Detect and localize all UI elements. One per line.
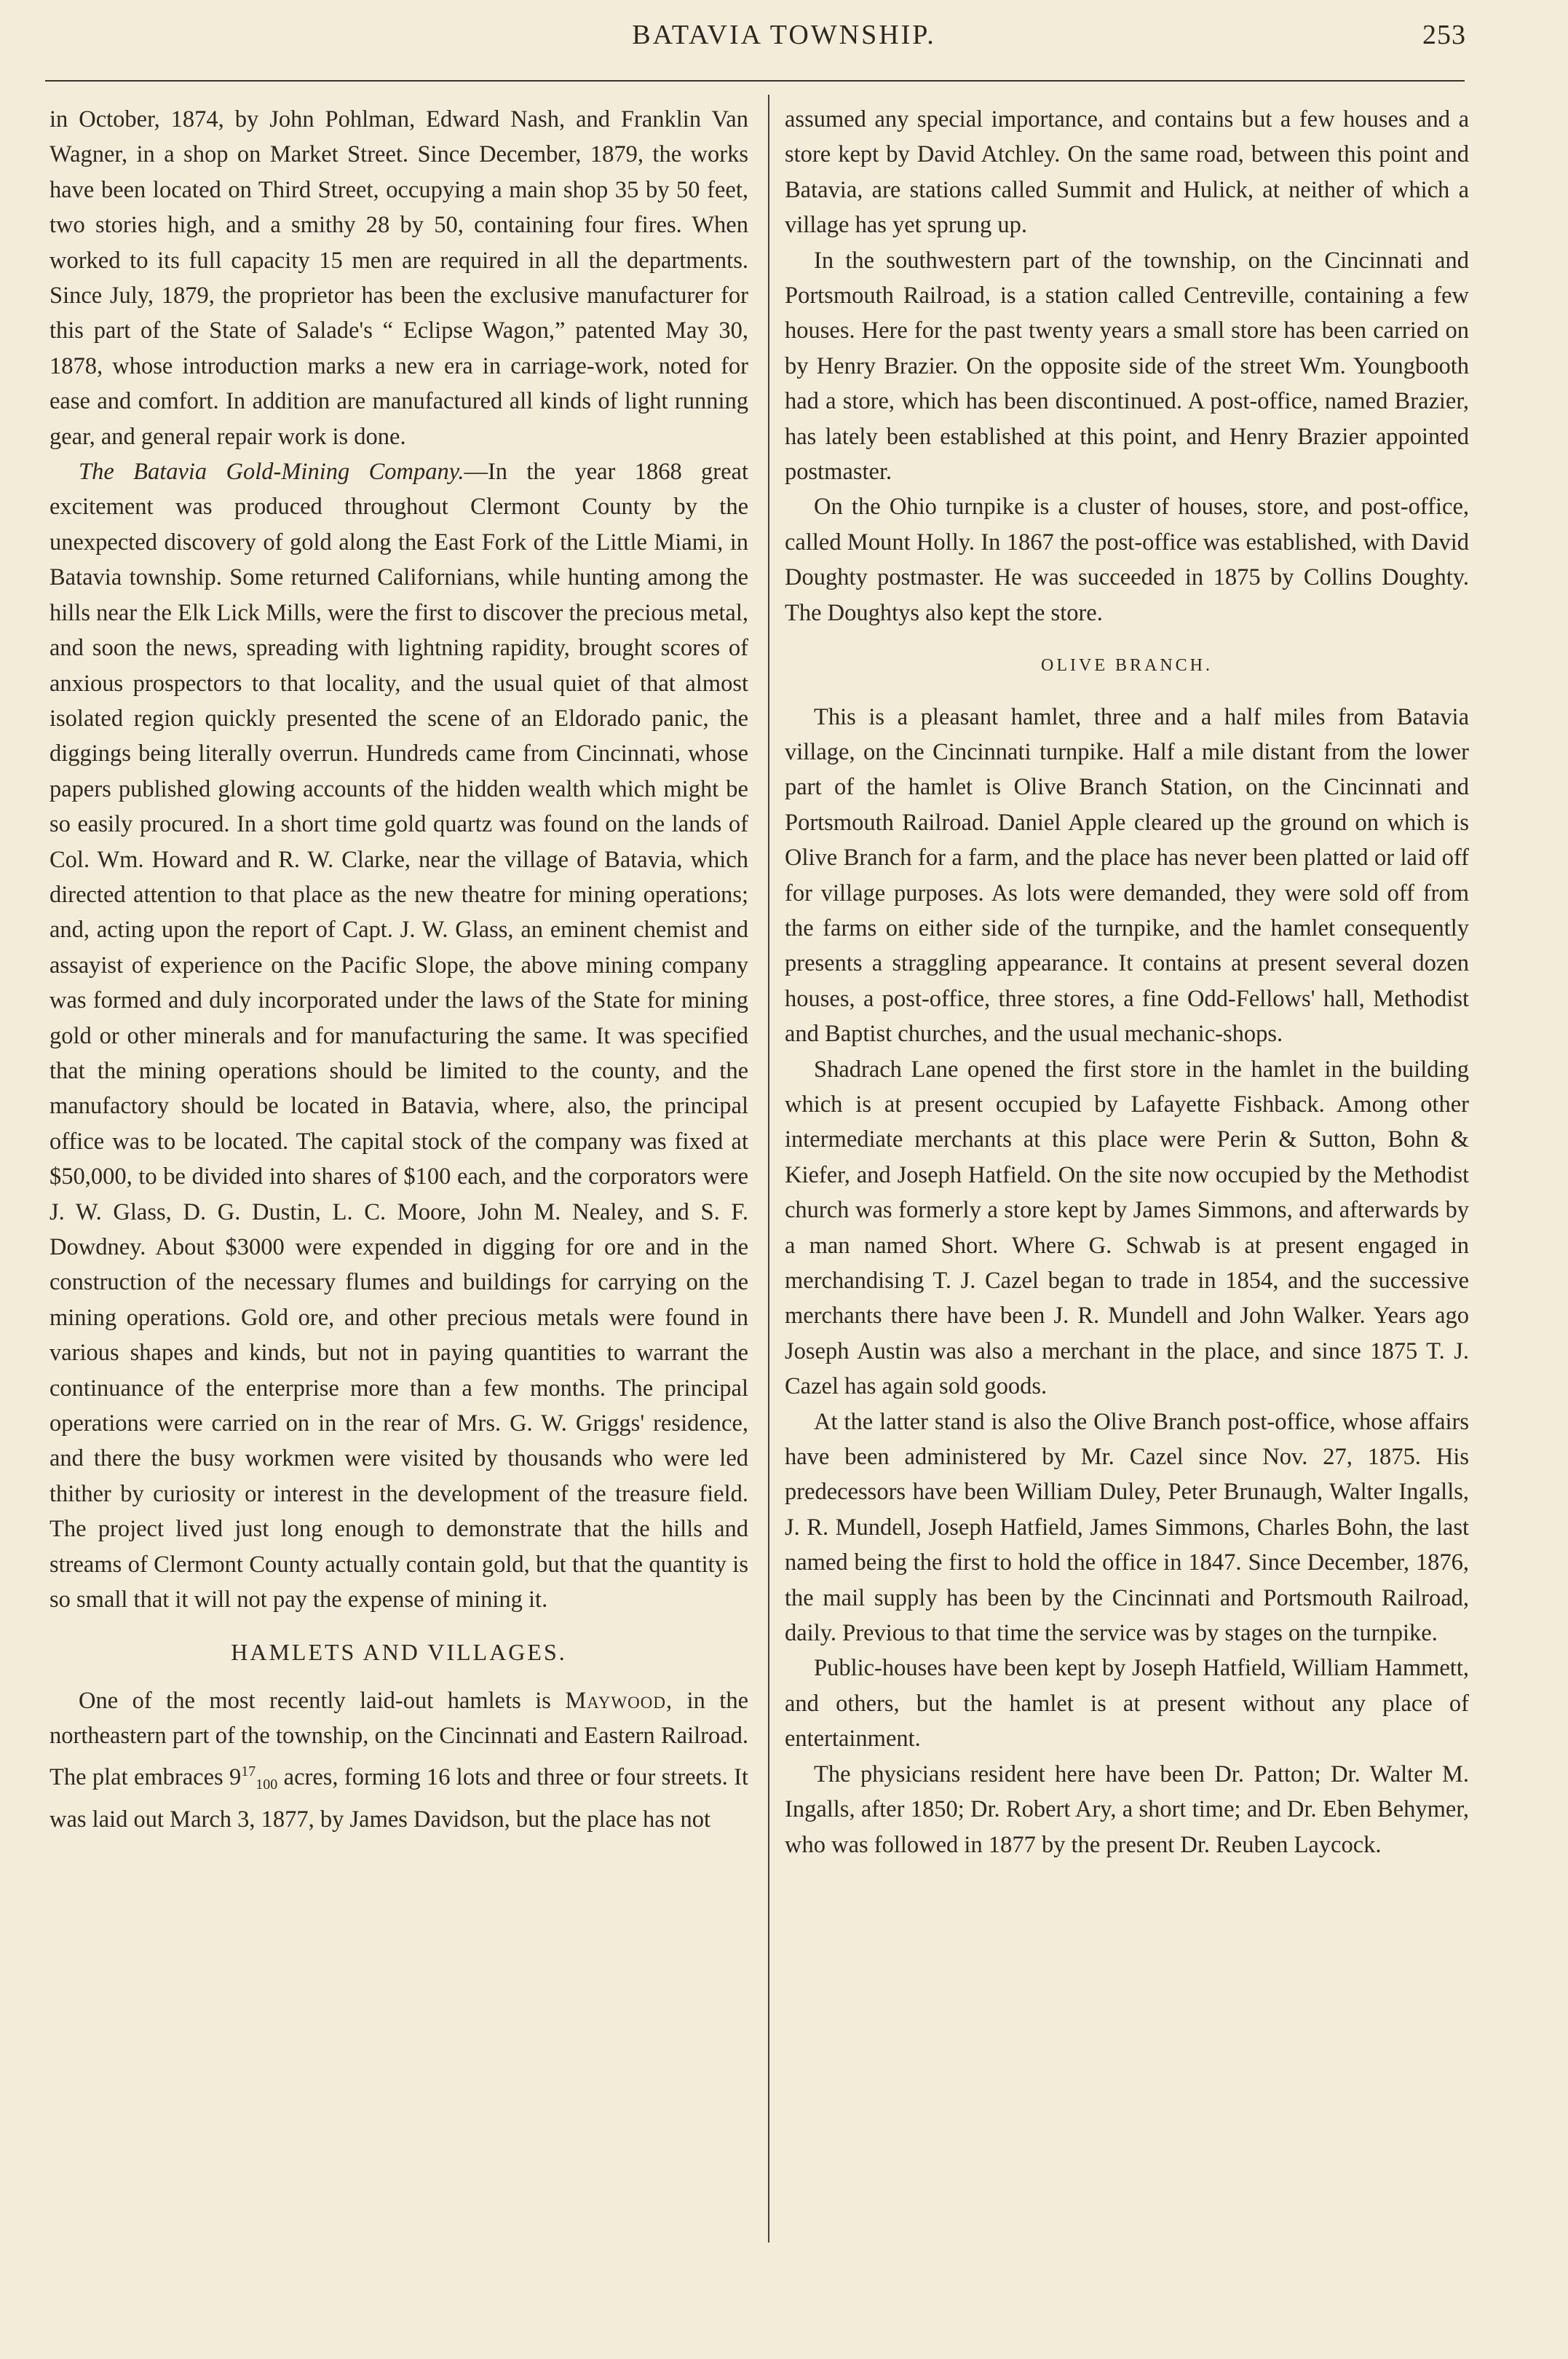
column-divider bbox=[768, 95, 769, 2243]
fraction-numerator: 17 bbox=[241, 1763, 256, 1779]
page-header bbox=[0, 0, 1568, 87]
paragraph-public-houses: Public-houses have been kept by Joseph Hatfield, William Hammett, and others, but the hamlet is at present without any place of entertainment. bbox=[785, 1655, 1469, 1753]
paragraph-gold-mining-text: —In the year 1868 great excitement was produced throughout Clermont County by the unexpected discovery of gold along the East Fork of the Little Miami, in Batavia township. Some returned Californians, while hunting among the hills near the Elk Lick Mills, were the first to discover the precious metal, and soon the news, spreading with lightning rapidity, brought scores of anxious prospectors to that locality, and the usual quiet of that almost isolated region quickly presented the scene of an Eldorado panic, the diggings being literally overrun. Hundreds came from Cincinnati, whose papers published glowing accounts of the hidden wealth which might be so easily procured. In a short time gold quartz was found on the lands of Col. Wm. Howard and R. W. Clarke, near the village of Batavia, which directed attention to that place as the new theatre for mining operations; and, acting upon the report of Capt. J. W. Glass, an eminent chemist and assayist of experience on the Pacific Slope, the above mining company was formed and duly incorporated under the laws of the State for mining gold or other minerals and for manufacturing the same. It was specified that the mining operations should be limited to the county, and the manufactory should be located in Batavia, where, also, the principal office was to be located. The capital stock of the company was fixed at $50,000, to be divided into shares of $100 each, and the corporators were J. W. Glass, D. G. Dustin, L. C. Moore, John M. Nealey, and S. F. Dowdney. About $3000 were expended in digging for ore and in the construction of the necessary flumes and buildings for carrying on the mining operations. Gold ore, and other precious metals were found in various shapes and kinds, but not in paying quantities to warrant the continuance of the enterprise more than a few months. The principal operations were carried on in the rear of Mrs. G. W. Griggs' residence, and there the busy workmen were visited by thousands who were led thither by curiosity or interest in the development of the treasure field. The project lived just long enough to demonstrate that the hills and streams of Clermont County actually contain gold, but that the quantity is so small that it will not pay the expense of mining it. bbox=[50, 459, 749, 1613]
fraction-denominator: 100 bbox=[256, 1776, 278, 1793]
paragraph-merchants: Shadrach Lane opened the first store in the hamlet in the building which is at present occupied by Lafayette Fishback. Among other intermediate merchants at this place were Perin & Sutton, Bohn & Kiefer, and Joseph Hatfield. On the site now occupied by the Methodist church was formerly a store kept by James Simmons, and afterwards by a man named Short. Where G. Schwab is at present engaged in merchandising T. J. Cazel began to trade in 1854, and the successive merchants there have been J. R. Mundell and John Walker. Years ago Joseph Austin was also a merchant in the place, and since 1875 T. J. Cazel has again sold goods. bbox=[785, 1056, 1469, 1400]
place-name-maywood: Maywood, bbox=[565, 1687, 673, 1714]
paragraph-maywood-cont: assumed any special importance, and contains but a few houses and a store kept by David Atchley. On the same road, between this point and Batavia, are stations called Summit and Hulick, at neither of which a village has yet sprung up. bbox=[785, 106, 1469, 239]
paragraph-centreville: In the southwestern part of the township, on the Cincinnati and Portsmouth Railroad, is a station called Centreville, containing a few houses. Here for the past twenty years a small store has been carried on by Henry Brazier. On the opposite side of the street Wm. Youngbooth had a store, which has been discontinued. A post-office, named Brazier, has lately been established at this point, and Henry Brazier appointed postmaster. bbox=[785, 247, 1469, 486]
left-column bbox=[50, 102, 748, 1838]
paragraph-physicians: The physicians resident here have been Dr. Patton; Dr. Walter M. Ingalls, after 1850; Dr. Robert Ary, a short time; and Dr. Eben Behymer, who was followed in 1877 by the present Dr. Reuben Laycock. bbox=[785, 1761, 1469, 1858]
paragraph-carriage-works: in October, 1874, by John Pohlman, Edward Nash, and Franklin Van Wagner, in a shop on Market Street. Since December, 1879, the works have been located on Third Street, occupying a main shop 35 by 50 feet, two stories high, and a smithy 28 by 50, containing four fires. When worked to its full capacity 15 men are required in all the departments. Since July, 1879, the proprietor has been the exclusive manufacturer for this part of the State of Salade's “ Eclipse Wagon,” patented May 30, 1878, whose introduction marks a new era in carriage-work, noted for ease and comfort. In addition are manufactured all kinds of light running gear, and general repair work is done. bbox=[50, 106, 748, 450]
header-rule bbox=[45, 80, 1465, 82]
paragraph-olive-branch: This is a pleasant hamlet, three and a half miles from Batavia village, on the Cincinnati turnpike. Half a mile distant from the lower part of the hamlet is Olive Branch Station, on the Cincinnati and Portsmouth Railroad. Daniel Apple cleared up the ground on which is Olive Branch for a farm, and the place has never been platted or laid off for village purposes. As lots were demanded, they were sold off from the farms on either side of the turnpike, and the hamlet consequently presents a straggling appearance. It contains at present several dozen houses, a post-office, three stores, a fine Odd-Fellows' hall, Methodist and Baptist churches, and the usual mechanic-shops. bbox=[785, 703, 1469, 1048]
paragraph-maywood bbox=[50, 1683, 748, 1838]
paragraph-mount-holly: On the Ohio turnpike is a cluster of houses, store, and post-office, called Mount Holly. In 1867 the post-office was established, with David Doughty postmaster. He was succeeded in 1875 by Collins Doughty. The Doughtys also kept the store. bbox=[785, 494, 1469, 626]
maywood-text-mid: in the northeastern part of the township, on the Cincinnati and Eastern Railroad. The plat embraces 9 bbox=[50, 1687, 749, 1790]
paragraph-gold-mining bbox=[50, 454, 748, 1617]
section-title-gold-mining: The Batavia Gold-Mining Company. bbox=[79, 459, 464, 486]
page-number: 253 bbox=[1422, 20, 1466, 50]
maywood-text-end: acres, forming 16 lots and three or four streets. It was laid out March 3, 1877, by James Davidson, but the place has not bbox=[50, 1763, 748, 1833]
section-heading-hamlets: HAMLETS AND VILLAGES. bbox=[231, 1639, 567, 1666]
running-title: BATAVIA TOWNSHIP. bbox=[632, 20, 936, 50]
section-heading-olive-branch: OLIVE BRANCH. bbox=[1041, 656, 1213, 676]
paragraph-post-office: At the latter stand is also the Olive Branch post-office, whose affairs have been administered by Mr. Cazel since Nov. 27, 1875. His predecessors have been William Duley, Peter Brunaugh, Walter Ingalls, J. R. Mundell, Joseph Hatfield, James Simmons, Charles Bohn, the last named being the first to hold the office in 1847. Since December, 1876, the mail supply has been by the Cincinnati and Portsmouth Railroad, daily. Previous to that time the service was by stages on the turnpike. bbox=[785, 1408, 1469, 1647]
right-column bbox=[785, 102, 1469, 1862]
maywood-text-start: One of the most recently laid-out hamlets is bbox=[79, 1687, 566, 1714]
